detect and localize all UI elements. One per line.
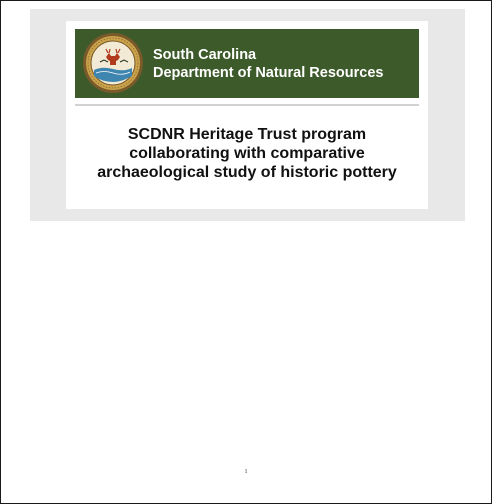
agency-name [153, 46, 383, 82]
title-card [66, 21, 428, 209]
scdnr-seal-icon [82, 32, 144, 94]
agency-name-line2: Department of Natural Resources [153, 65, 384, 81]
title-line1: SCDNR Heritage Trust program [127, 126, 367, 143]
document-title [66, 125, 428, 182]
divider-line [75, 104, 419, 106]
agency-name-line1: South Carolina [153, 47, 257, 63]
title-line3: archaeological study of historic pottery [97, 164, 397, 181]
agency-banner [75, 29, 419, 98]
page-number: 1 [244, 469, 248, 475]
title-line2: collaborating with comparative [129, 145, 365, 162]
